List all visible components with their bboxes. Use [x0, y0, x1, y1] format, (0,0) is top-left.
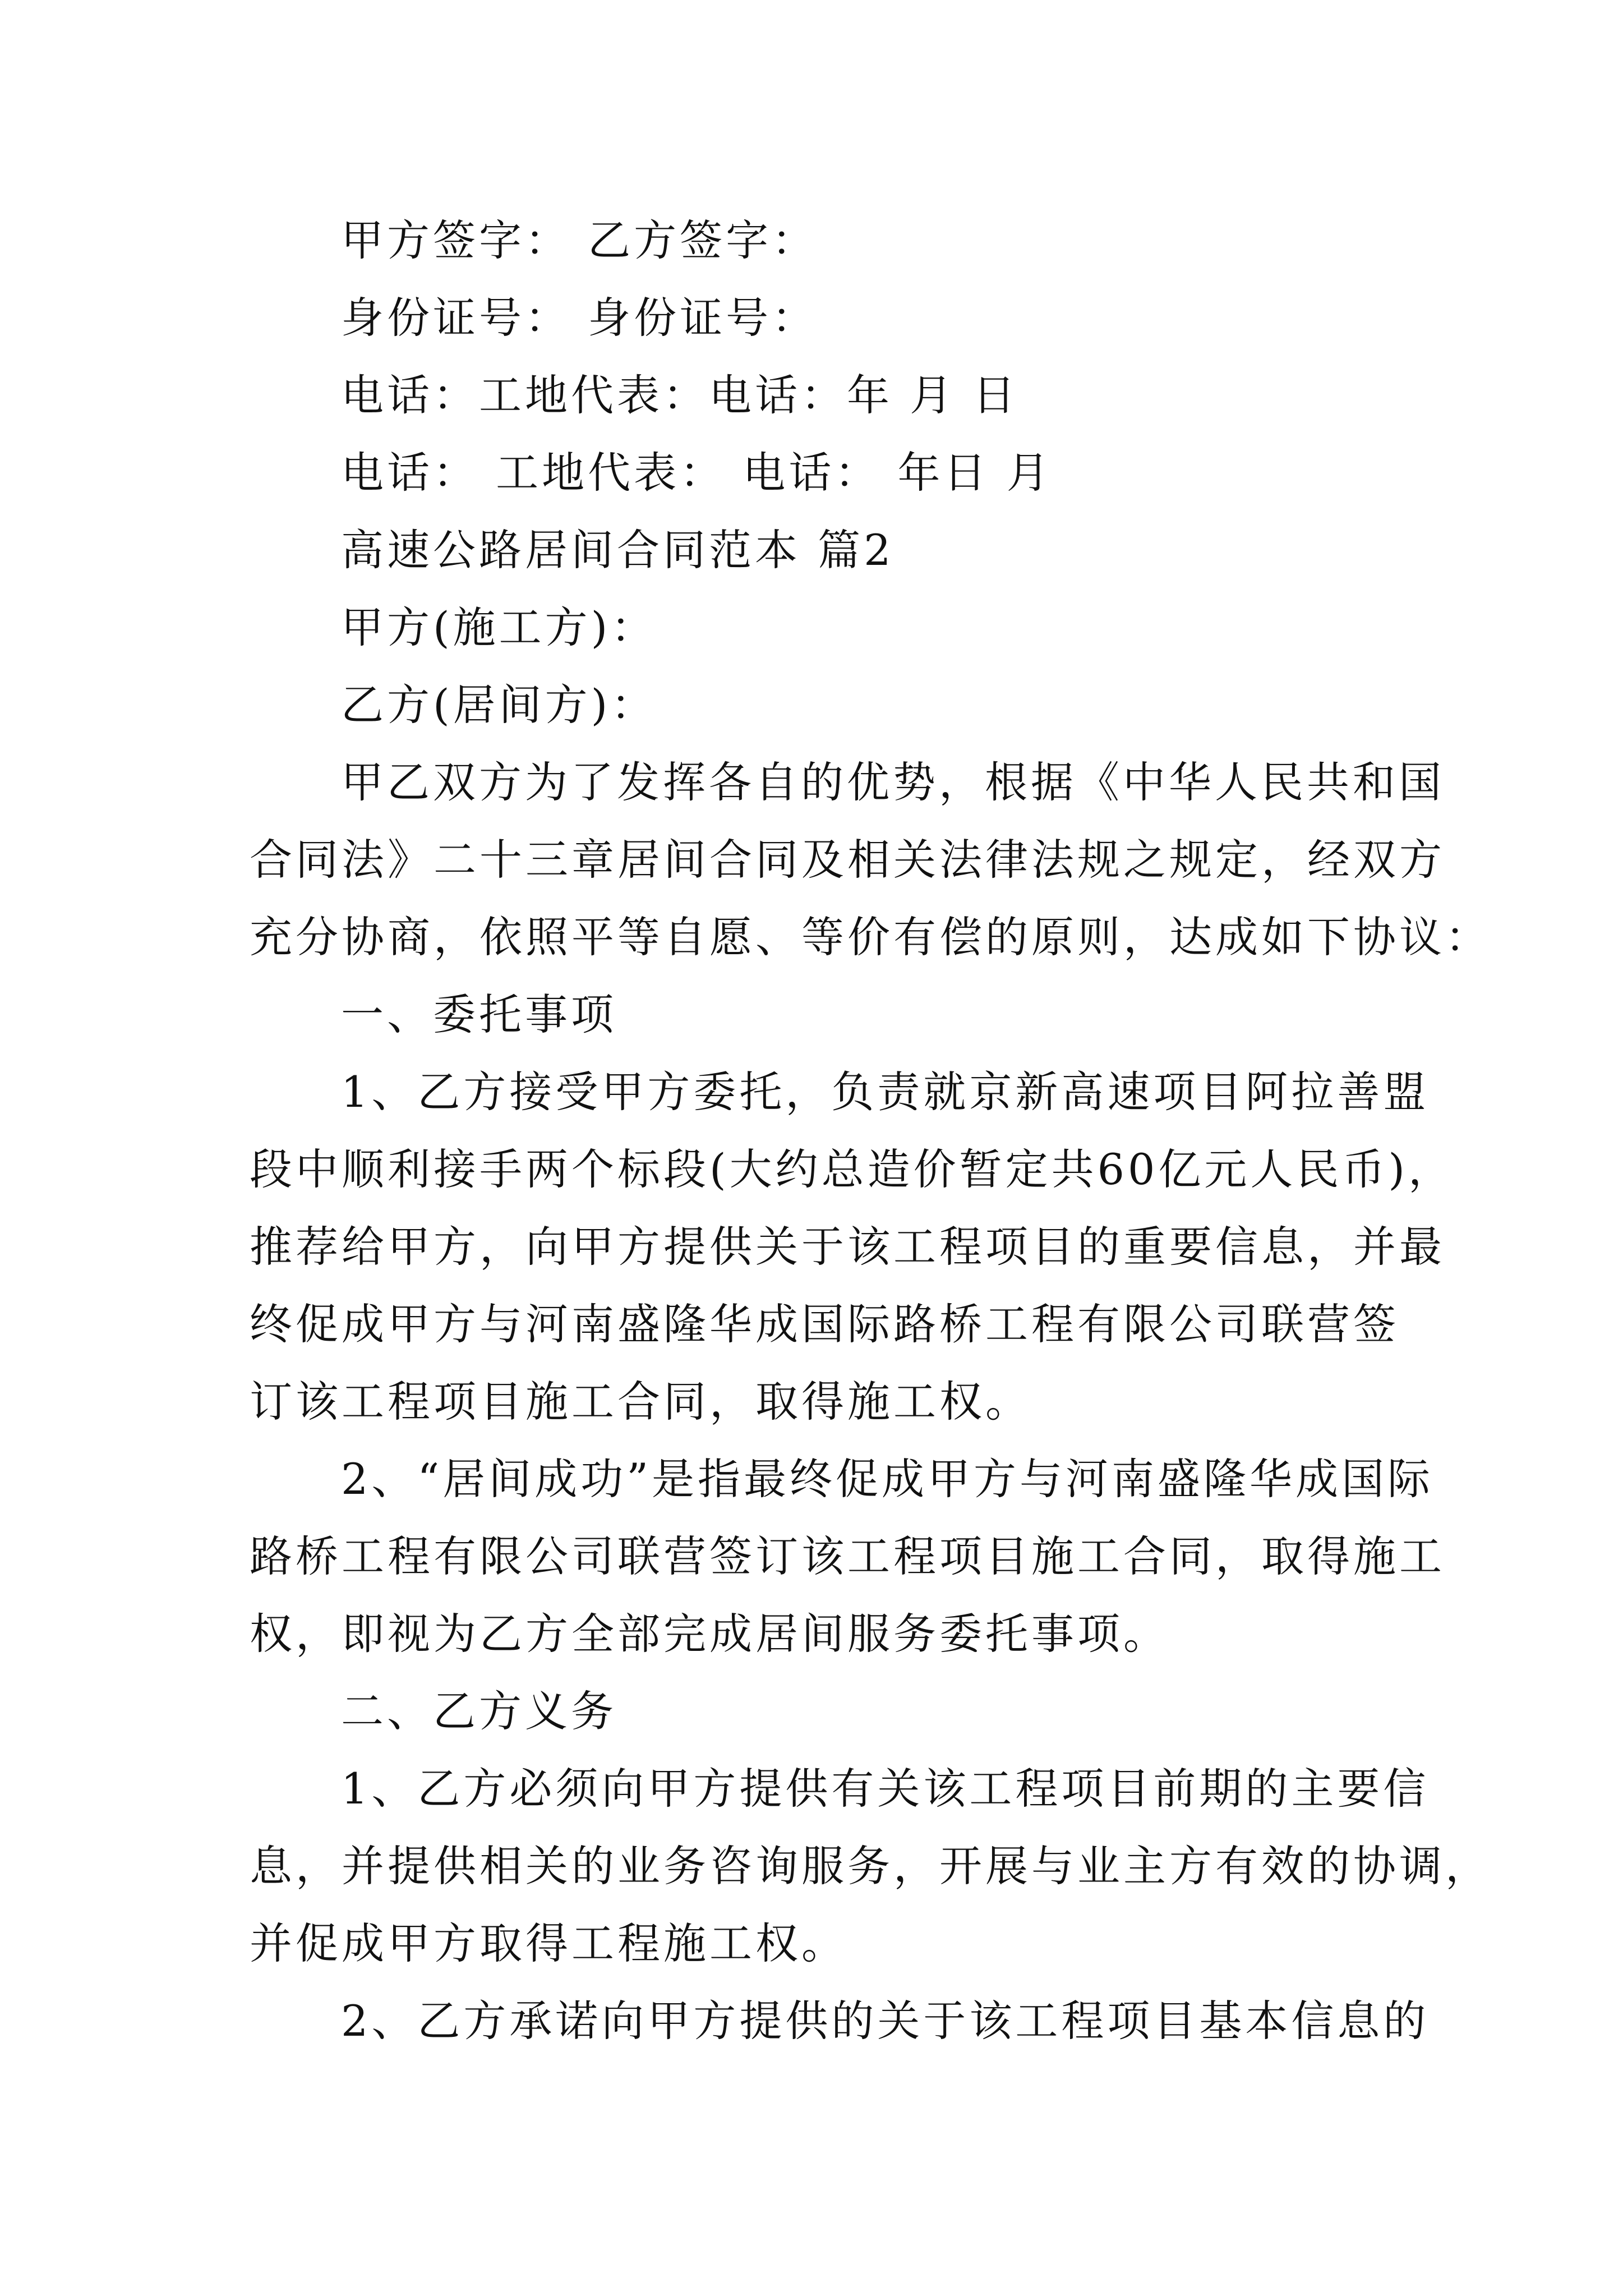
clause-1-1 — [250, 1053, 1455, 1441]
paragraph-line: 1、乙方接受甲方委托，负责就京新高速项目阿拉善盟 — [341, 1067, 1430, 1117]
clause-2-1 — [250, 1750, 1491, 1982]
paragraph-line: 2、“居间成功”是指最终促成甲方与河南盛隆华成国际 — [341, 1454, 1434, 1504]
paragraph-line: 权，即视为乙方全部完成居间服务委托事项。 — [250, 1609, 1169, 1659]
party-a-line: 甲方(施工方)： — [341, 602, 657, 652]
paragraph-line: 合同法》二十三章居间合同及相关法律法规之规定，经双方 — [250, 835, 1445, 885]
document-page — [250, 202, 1491, 2060]
paragraph-line: 息，并提供相关的业务咨询服务，开展与业主方有效的协调， — [250, 1841, 1491, 1891]
paragraph-line: 段中顺利接手两个标段(大约总造价暂定共60亿元人民币)， — [250, 1144, 1455, 1194]
heading-party-b-obligations — [250, 1673, 1388, 1750]
phone-date-line-1: 电话：工地代表：电话：年 月 日 — [341, 370, 1019, 420]
paragraph-line: 订该工程项目施工合同，取得施工权。 — [250, 1377, 1031, 1427]
paragraph-line: 甲乙双方为了发挥各自的优势，根据《中华人民共和国 — [341, 757, 1445, 807]
paragraph-line: 推荐给甲方，向甲方提供关于该工程项目的重要信息，并最 — [250, 1222, 1445, 1272]
heading-entrusted-matters — [250, 976, 1388, 1053]
paragraph-line: 并促成甲方取得工程施工权。 — [250, 1918, 847, 1968]
party-b-line: 乙方(居间方)： — [341, 680, 657, 730]
paragraph-line: 终促成甲方与河南盛隆华成国际路桥工程有限公司联营签 — [250, 1299, 1399, 1349]
heading-line: 二、乙方义务 — [341, 1686, 617, 1736]
heading-line: 一、委托事项 — [341, 990, 617, 1039]
section-title: 高速公路居间合同范本 篇2 — [341, 525, 895, 575]
signature-line: 甲方签字： 乙方签字： — [341, 215, 818, 265]
paragraph-intro — [250, 744, 1491, 976]
paragraph-line: 1、乙方必须向甲方提供有关该工程项目前期的主要信 — [341, 1764, 1430, 1814]
clause-1-2 — [250, 1441, 1445, 1673]
phone-date-line-2: 电话： 工地代表： 电话： 年日 月 — [341, 448, 1053, 498]
id-number-line: 身份证号： 身份证号： — [341, 293, 818, 343]
clause-2-2 — [250, 1982, 1430, 2060]
paragraph-line: 充分协商，依照平等自愿、等价有偿的原则，达成如下协议： — [250, 912, 1491, 962]
paragraph-line: 2、乙方承诺向甲方提供的关于该工程项目基本信息的 — [341, 1996, 1430, 2046]
paragraph-line: 路桥工程有限公司联营签订该工程项目施工合同，取得施工 — [250, 1531, 1445, 1581]
